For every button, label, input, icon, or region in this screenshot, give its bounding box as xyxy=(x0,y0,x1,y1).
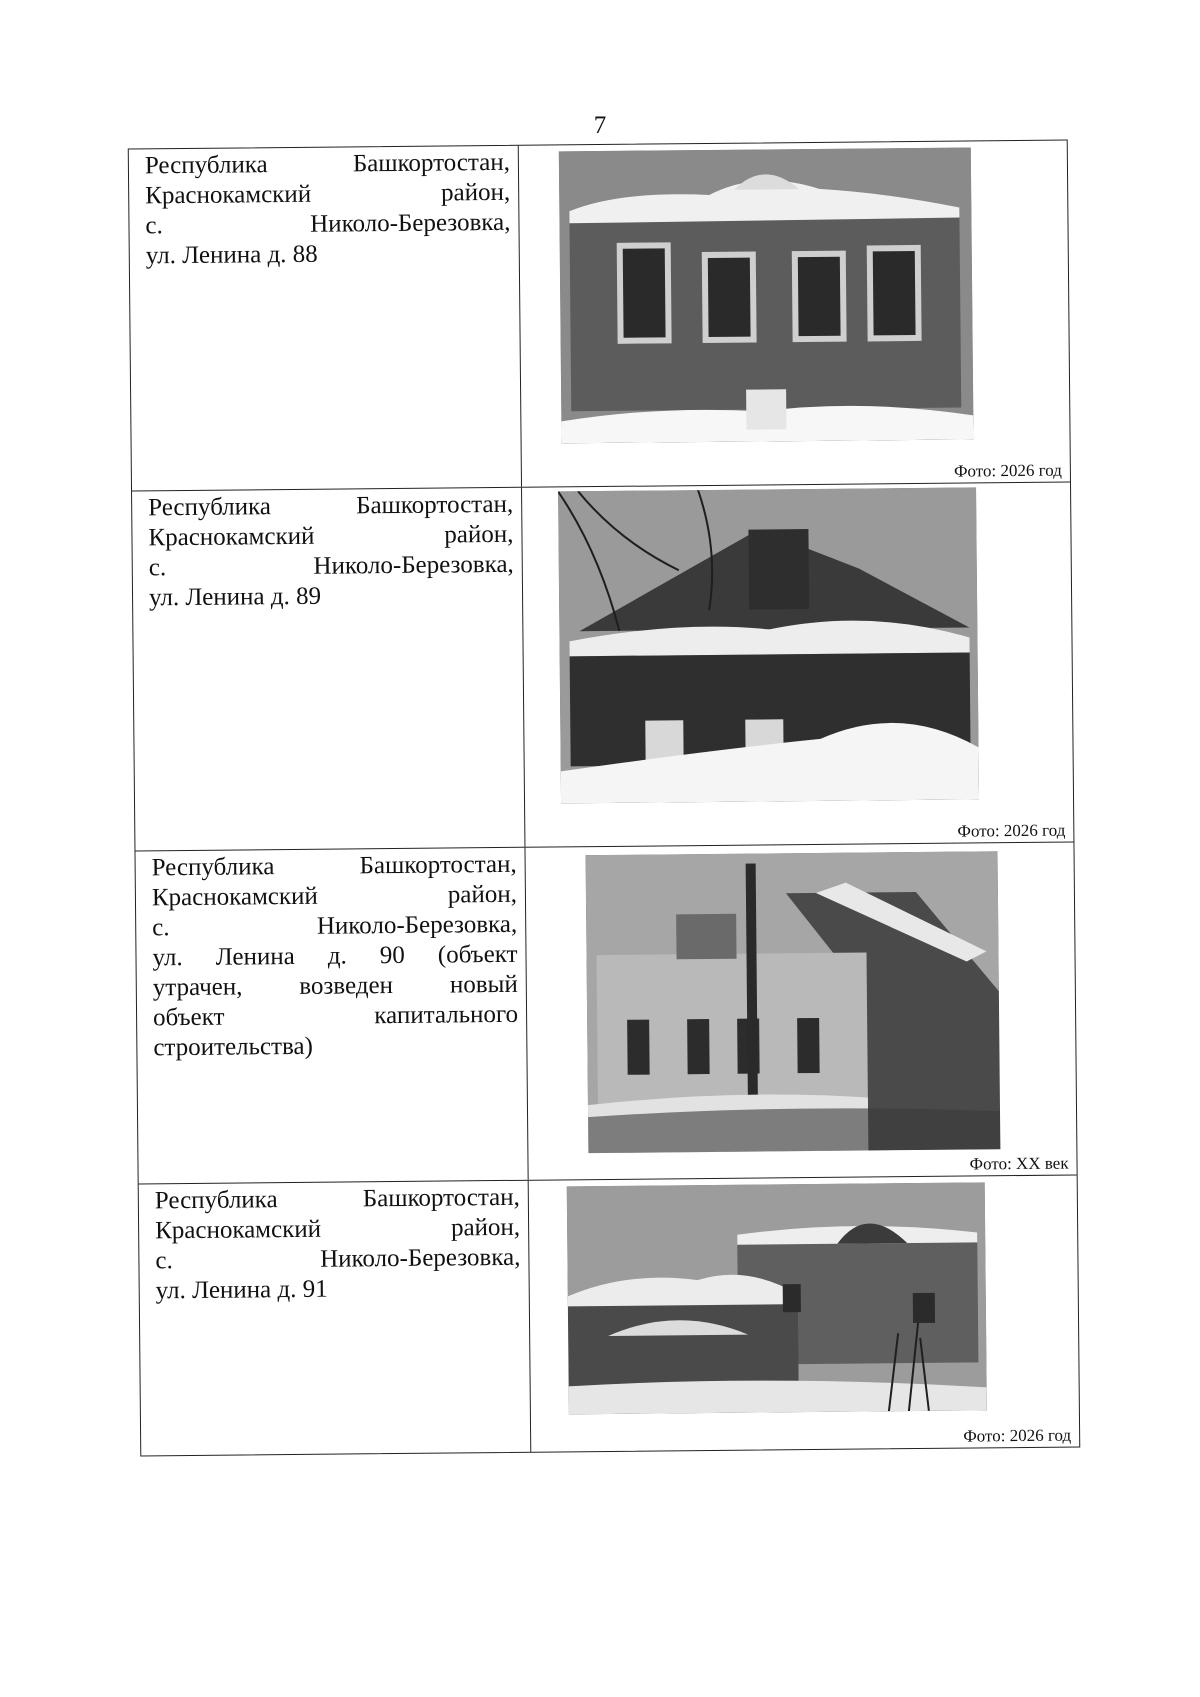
address-line: с. Николо-Березовка, xyxy=(148,550,514,582)
address-cell xyxy=(132,488,525,851)
photo-cell xyxy=(529,1175,1080,1451)
address-line: ул. Ленина д. 90 (объект xyxy=(152,940,518,972)
building-photo-88 xyxy=(559,147,974,443)
address-line: Краснокамский район, xyxy=(151,880,518,912)
table-row xyxy=(139,1175,1080,1455)
building-photo-91 xyxy=(567,1182,987,1414)
photo-caption: Фото: XX век xyxy=(969,1153,1069,1174)
heritage-objects-table xyxy=(128,140,1081,1457)
photo-caption: Фото: 2026 год xyxy=(963,1425,1072,1446)
address-cell xyxy=(139,1181,532,1456)
address-line: Краснокамский район, xyxy=(145,178,511,210)
address-cell xyxy=(129,146,522,491)
address-line: Республика Башкортостан, xyxy=(144,148,511,180)
address-line: Республика Башкортостан, xyxy=(148,490,514,522)
address-line: ул. Ленина д. 88 xyxy=(145,240,318,270)
table-row xyxy=(132,483,1073,852)
table-row xyxy=(135,842,1076,1184)
address-line: с. Николо-Березовка, xyxy=(145,208,511,240)
table-row xyxy=(129,141,1070,492)
address-line: ул. Ленина д. 91 xyxy=(155,1275,328,1305)
address-line: ул. Ленина д. 89 xyxy=(148,582,322,612)
address-line: Краснокамский район, xyxy=(155,1213,521,1245)
building-photo-89 xyxy=(558,487,979,803)
photo-caption: Фото: 2026 год xyxy=(957,820,1066,841)
address-line: Республика Башкортостан, xyxy=(154,1183,520,1215)
photo-cell xyxy=(522,483,1073,847)
photo-cell xyxy=(519,141,1070,487)
photo-caption: Фото: 2026 год xyxy=(953,460,1062,481)
building-photo-90 xyxy=(586,851,1001,1153)
address-cell xyxy=(135,848,528,1184)
address-line: Республика Башкортостан, xyxy=(151,850,517,882)
address-line: с. Николо-Березовка, xyxy=(155,1243,521,1275)
address-line: строительства) xyxy=(153,1032,314,1062)
page-number: 7 xyxy=(593,112,607,139)
address-line: объект капитального xyxy=(152,1000,519,1032)
address-line: с. Николо-Березовка, xyxy=(152,910,518,942)
photo-cell xyxy=(525,842,1076,1179)
address-line: Краснокамский район, xyxy=(148,520,514,552)
address-line: утрачен, возведен новый xyxy=(152,970,518,1002)
